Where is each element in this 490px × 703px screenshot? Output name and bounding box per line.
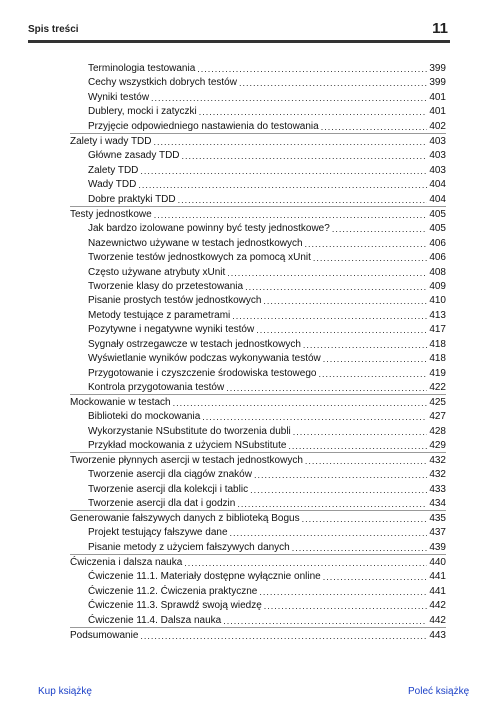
toc-section-entry: Testy jednostkowe ..... 405 [70,207,446,221]
buy-book-link[interactable]: Kup książkę [38,686,92,697]
toc-entry: Metody testujące z parametrami ..... 413 [88,308,446,322]
toc-entry: Pisanie prostych testów jednostkowych ..... 410 [88,293,446,307]
toc-entry: Często używane atrybuty xUnit ..... 408 [88,265,446,279]
toc-entry: Przygotowanie i czyszczenie środowiska testowego ..... 419 [88,366,446,380]
toc-entry: Ćwiczenie 11.4. Dalsza nauka ..... 442 [88,613,446,627]
page-number: 11 [432,20,448,37]
toc-entry: Przykład mockowania z użyciem NSubstitute ..... 429 [88,438,446,452]
toc-entry: Biblioteki do mockowania ..... 427 [88,409,446,423]
toc-entry: Tworzenie asercji dla dat i godzin ..... 434 [88,496,446,510]
toc-entry: Wady TDD ..... 404 [88,177,446,191]
toc-entry: Przyjęcie odpowiedniego nastawienia do testowania ..... 402 [88,119,446,133]
toc-entry: Kontrola przygotowania testów ..... 422 [88,380,446,394]
running-header-title: Spis treści [28,24,79,35]
toc-entry: Tworzenie asercji dla ciągów znaków ..... 432 [88,467,446,481]
toc-entry: Ćwiczenie 11.2. Ćwiczenia praktyczne ..... 441 [88,584,446,598]
toc-entry: Tworzenie asercji dla kolekcji i tablic ..... 433 [88,482,446,496]
toc-entry: Jak bardzo izolowane powinny być testy jednostkowe? ..... 405 [88,221,446,235]
header-rule [28,40,450,43]
toc-entry: Wyniki testów ..... 401 [88,90,446,104]
toc-entry: Tworzenie testów jednostkowych za pomocą xUnit ..... 406 [88,250,446,264]
toc-entry: Dublery, mocki i zatyczki ..... 401 [88,104,446,118]
toc-section-entry: Zalety i wady TDD ..... 403 [70,134,446,148]
toc-entry: Ćwiczenie 11.3. Sprawdź swoją wiedzę ..... 442 [88,598,446,612]
toc-entry: Główne zasady TDD ..... 403 [88,148,446,162]
toc-entry: Cechy wszystkich dobrych testów ..... 399 [88,75,446,89]
toc-entry: Tworzenie klasy do przetestowania ..... 409 [88,279,446,293]
toc-entry: Dobre praktyki TDD ..... 404 [88,192,446,206]
toc-section-entry: Tworzenie płynnych asercji w testach jednostkowych ..... 432 [70,453,446,467]
toc-entry: Projekt testujący fałszywe dane ..... 437 [88,525,446,539]
toc-entry: Zalety TDD ..... 403 [88,163,446,177]
toc-entry: Ćwiczenie 11.1. Materiały dostępne wyłącznie online ..... 441 [88,569,446,583]
recommend-book-link[interactable]: Poleć książkę [408,686,470,697]
toc-entry: Wyświetlanie wyników podczas wykonywania testów ..... 418 [88,351,446,365]
toc-section-entry: Generowanie fałszywych danych z biblioteką Bogus ..... 435 [70,511,446,525]
toc-section-entry: Mockowanie w testach ..... 425 [70,395,446,409]
toc-entry: Sygnały ostrzegawcze w testach jednostkowych ..... 418 [88,337,446,351]
toc-section-entry: Ćwiczenia i dalsza nauka ..... 440 [70,555,446,569]
toc-entry: Pisanie metody z użyciem fałszywych danych ..... 439 [88,540,446,554]
page-header [28,20,450,42]
toc-entry: Pozytywne i negatywne wyniki testów ..... 417 [88,322,446,336]
toc-section-entry: Podsumowanie ..... 443 [70,628,446,642]
toc-entry: Nazewnictwo używane w testach jednostkowych ..... 406 [88,236,446,250]
toc-entry: Wykorzystanie NSubstitute do tworzenia dubli ..... 428 [88,424,446,438]
toc-entry: Terminologia testowania ..... 399 [88,61,446,75]
